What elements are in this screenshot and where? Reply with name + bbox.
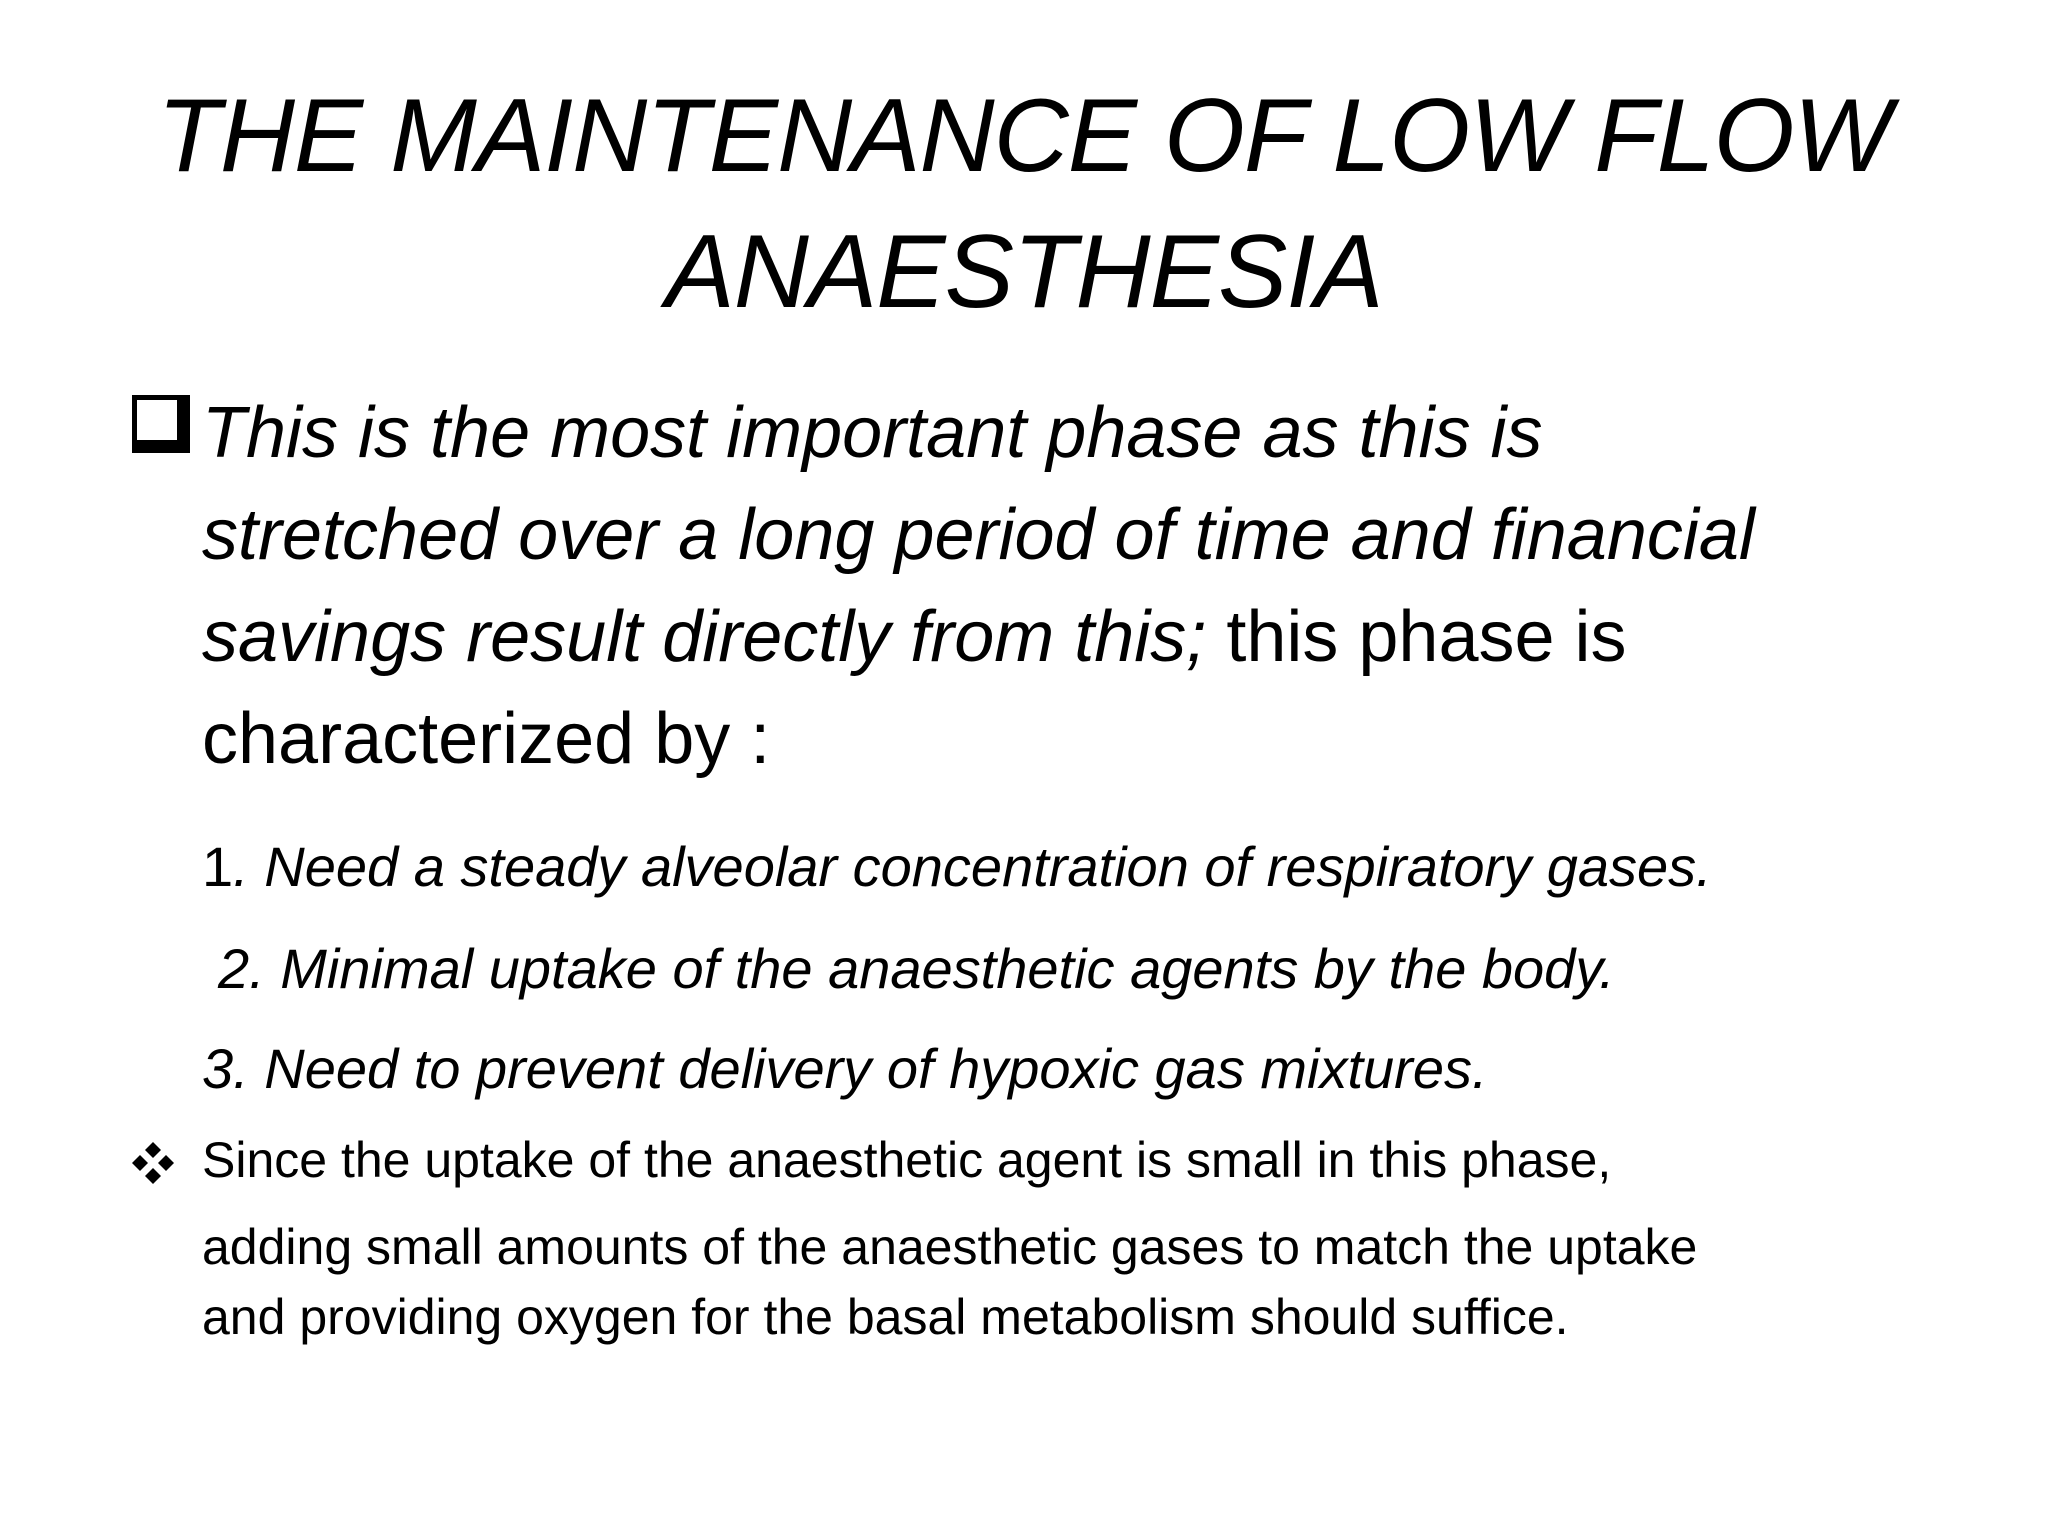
numbered-item-1-number: 1 (202, 835, 234, 898)
main-bullet-line-3-italic: savings result directly from this; (202, 597, 1207, 677)
main-bullet-line-2: stretched over a long period of time and financial (202, 495, 1755, 575)
slide-title-line-2: ANAESTHESIA (665, 214, 1383, 330)
main-bullet (128, 382, 1948, 790)
slide-title (0, 68, 2048, 340)
numbered-item-2-text: . Minimal uptake of the anaesthetic agents by the body. (249, 937, 1615, 1000)
main-bullet-text (202, 382, 1948, 790)
four-diamond-bullet-icon (128, 1138, 178, 1188)
diamond-bullet-line-3: and providing oxygen for the basal metabolism should suffice. (202, 1289, 1569, 1345)
numbered-item-3-text: . Need to prevent delivery of hypoxic gas mixtures. (233, 1037, 1488, 1100)
slide-title-line-1: THE MAINTENANCE OF LOW FLOW (157, 78, 1891, 194)
numbered-item-3-number: 3 (202, 1037, 234, 1100)
diamond-bullet (128, 1130, 1948, 1348)
diamond-bullet-line-1: Since the uptake of the anaesthetic agent is small in this phase, (202, 1132, 1612, 1188)
numbered-item-1-text: . Need a steady alveolar concentration of respiratory gases. (233, 835, 1712, 898)
numbered-item-2 (218, 934, 1615, 1004)
numbered-item-1 (202, 832, 1712, 902)
numbered-item-3 (202, 1034, 1488, 1104)
main-bullet-line-1: This is the most important phase as this is (202, 393, 1543, 473)
main-bullet-line-4: characterized by : (202, 699, 771, 779)
hollow-square-bullet-icon (132, 395, 182, 445)
diamond-bullet-line-2: adding small amounts of the anaesthetic gases to match the uptake (202, 1219, 1698, 1275)
main-bullet-line-3 (202, 586, 1948, 688)
main-bullet-line-3-regular: this phase is (1206, 597, 1627, 677)
diamond-bullet-text (202, 1130, 1948, 1348)
numbered-item-2-number: 2 (218, 937, 250, 1000)
